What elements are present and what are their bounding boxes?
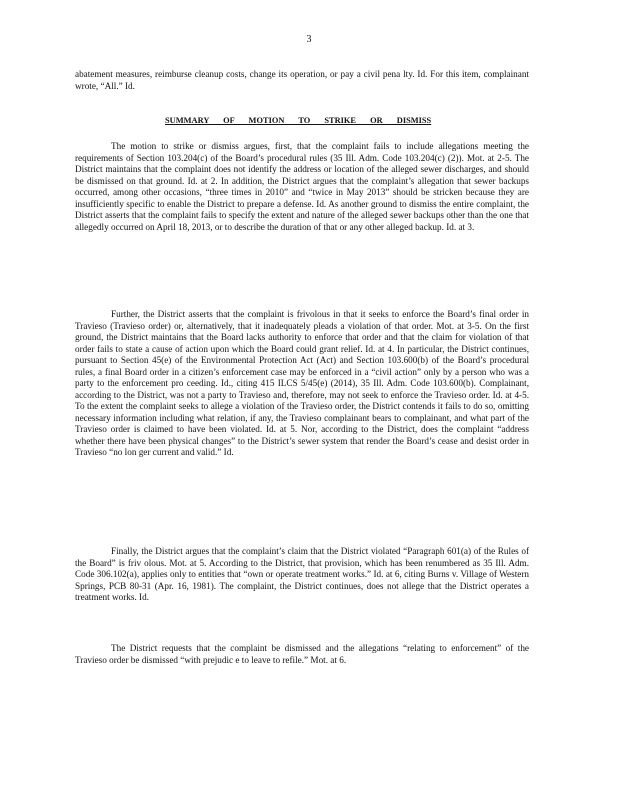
section-heading: SUMMARY OF MOTION TO STRIKE OR DISMISS bbox=[165, 116, 432, 125]
page-number: 3 bbox=[306, 34, 312, 45]
paragraph-motion-argues: The motion to strike or dismiss argues, first, that the complaint fails to include allegations meeting the requirements of Section 103.204(c) of the Board’s procedural rules (35 Ill. Adm. Code 103.204(c) (2)). Mot. at 2-5. The District maintains that the complaint does not identify the address or location of the alleged sewer discharges, and should be dismissed on that ground. Id. at 2. In addition, the District argues that the complaint’s allegation that sewer backups occurred, among other occasions, “three times in 2010” and “twice in May 2013” should be stricken because they are insufficiently specific to enable the District to prepare a defense. Id. As another ground to dismiss the entire complaint, the District asserts that the complaint fails to specify the extent and nature of the alleged sewer backups other than the one that allegedly occurred on April 18, 2013, or to describe the duration of that or any other alleged backup. Id. at 3. bbox=[75, 141, 529, 232]
paragraph-abatement: abatement measures, reimburse cleanup costs, change its operation, or pay a civil pena lty. Id. For this item, complainant wrote, “All.” Id. bbox=[75, 69, 529, 91]
paragraph-travieso-order: Further, the District asserts that the complaint is frivolous in that it seeks to enforce the Board’s final order in Travieso (Travieso order) or, alternatively, that it inadequately pleads a violation of that order. Mot. at 3-5. On the first ground, the District maintains that the Board lacks authority to enforce that order and that the claim for violation of that order fails to state a cause of action upon which the Board could grant relief. Id. at 4. In particular, the District continues, pursuant to Section 45(e) of the Environmental Protection Act (Act) and Section 103.600(b) of the Board’s procedural rules, a final Board order in a citizen’s enforcement case may be enforced in a “civil action” only by a person who was a party to the enforcement pro ceeding. Id., citing 415 ILCS 5/45(e) (2014), 35 Ill. Adm. Code 103.600(b). Complainant, according to the District, was not a party to Travieso and, therefore, may not seek to enforce the Travieso order. Id. at 4-5. To the extent the complaint seeks to allege a violation of the Travieso order, the District contends it fails to do so, omitting necessary information including what relation, if any, the Travieso complainant bears to complainant, and what part of the Travieso order is claimed to have been violated. Id. at 5. Nor, according to the District, does the complaint “address whether there have been physical changes” to the District’s sewer system that render the Board’s cease and desist order in Travieso “no lon ger current and valid.” Id. bbox=[75, 309, 529, 457]
paragraph-paragraph-601a: Finally, the District argues that the complaint’s claim that the District violated “Paragraph 601(a) of the Rules of the Board” is friv olous. Mot. at 5. According to the District, that provision, which has been renumbered as 35 Ill. Adm. Code 306.102(a), applies only to entities that “own or operate treatment works.” Id. at 6, citing Burns v. Village of Western Springs, PCB 80-31 (Apr. 16, 1981). The complaint, the District continues, does not allege that the District operates a treatment works. Id. bbox=[75, 546, 529, 602]
paragraph-district-requests: The District requests that the complaint be dismissed and the allegations “relating to enforcement” of the Travieso order be dismissed “with prejudic e to leave to refile.” Mot. at 6. bbox=[75, 643, 529, 665]
